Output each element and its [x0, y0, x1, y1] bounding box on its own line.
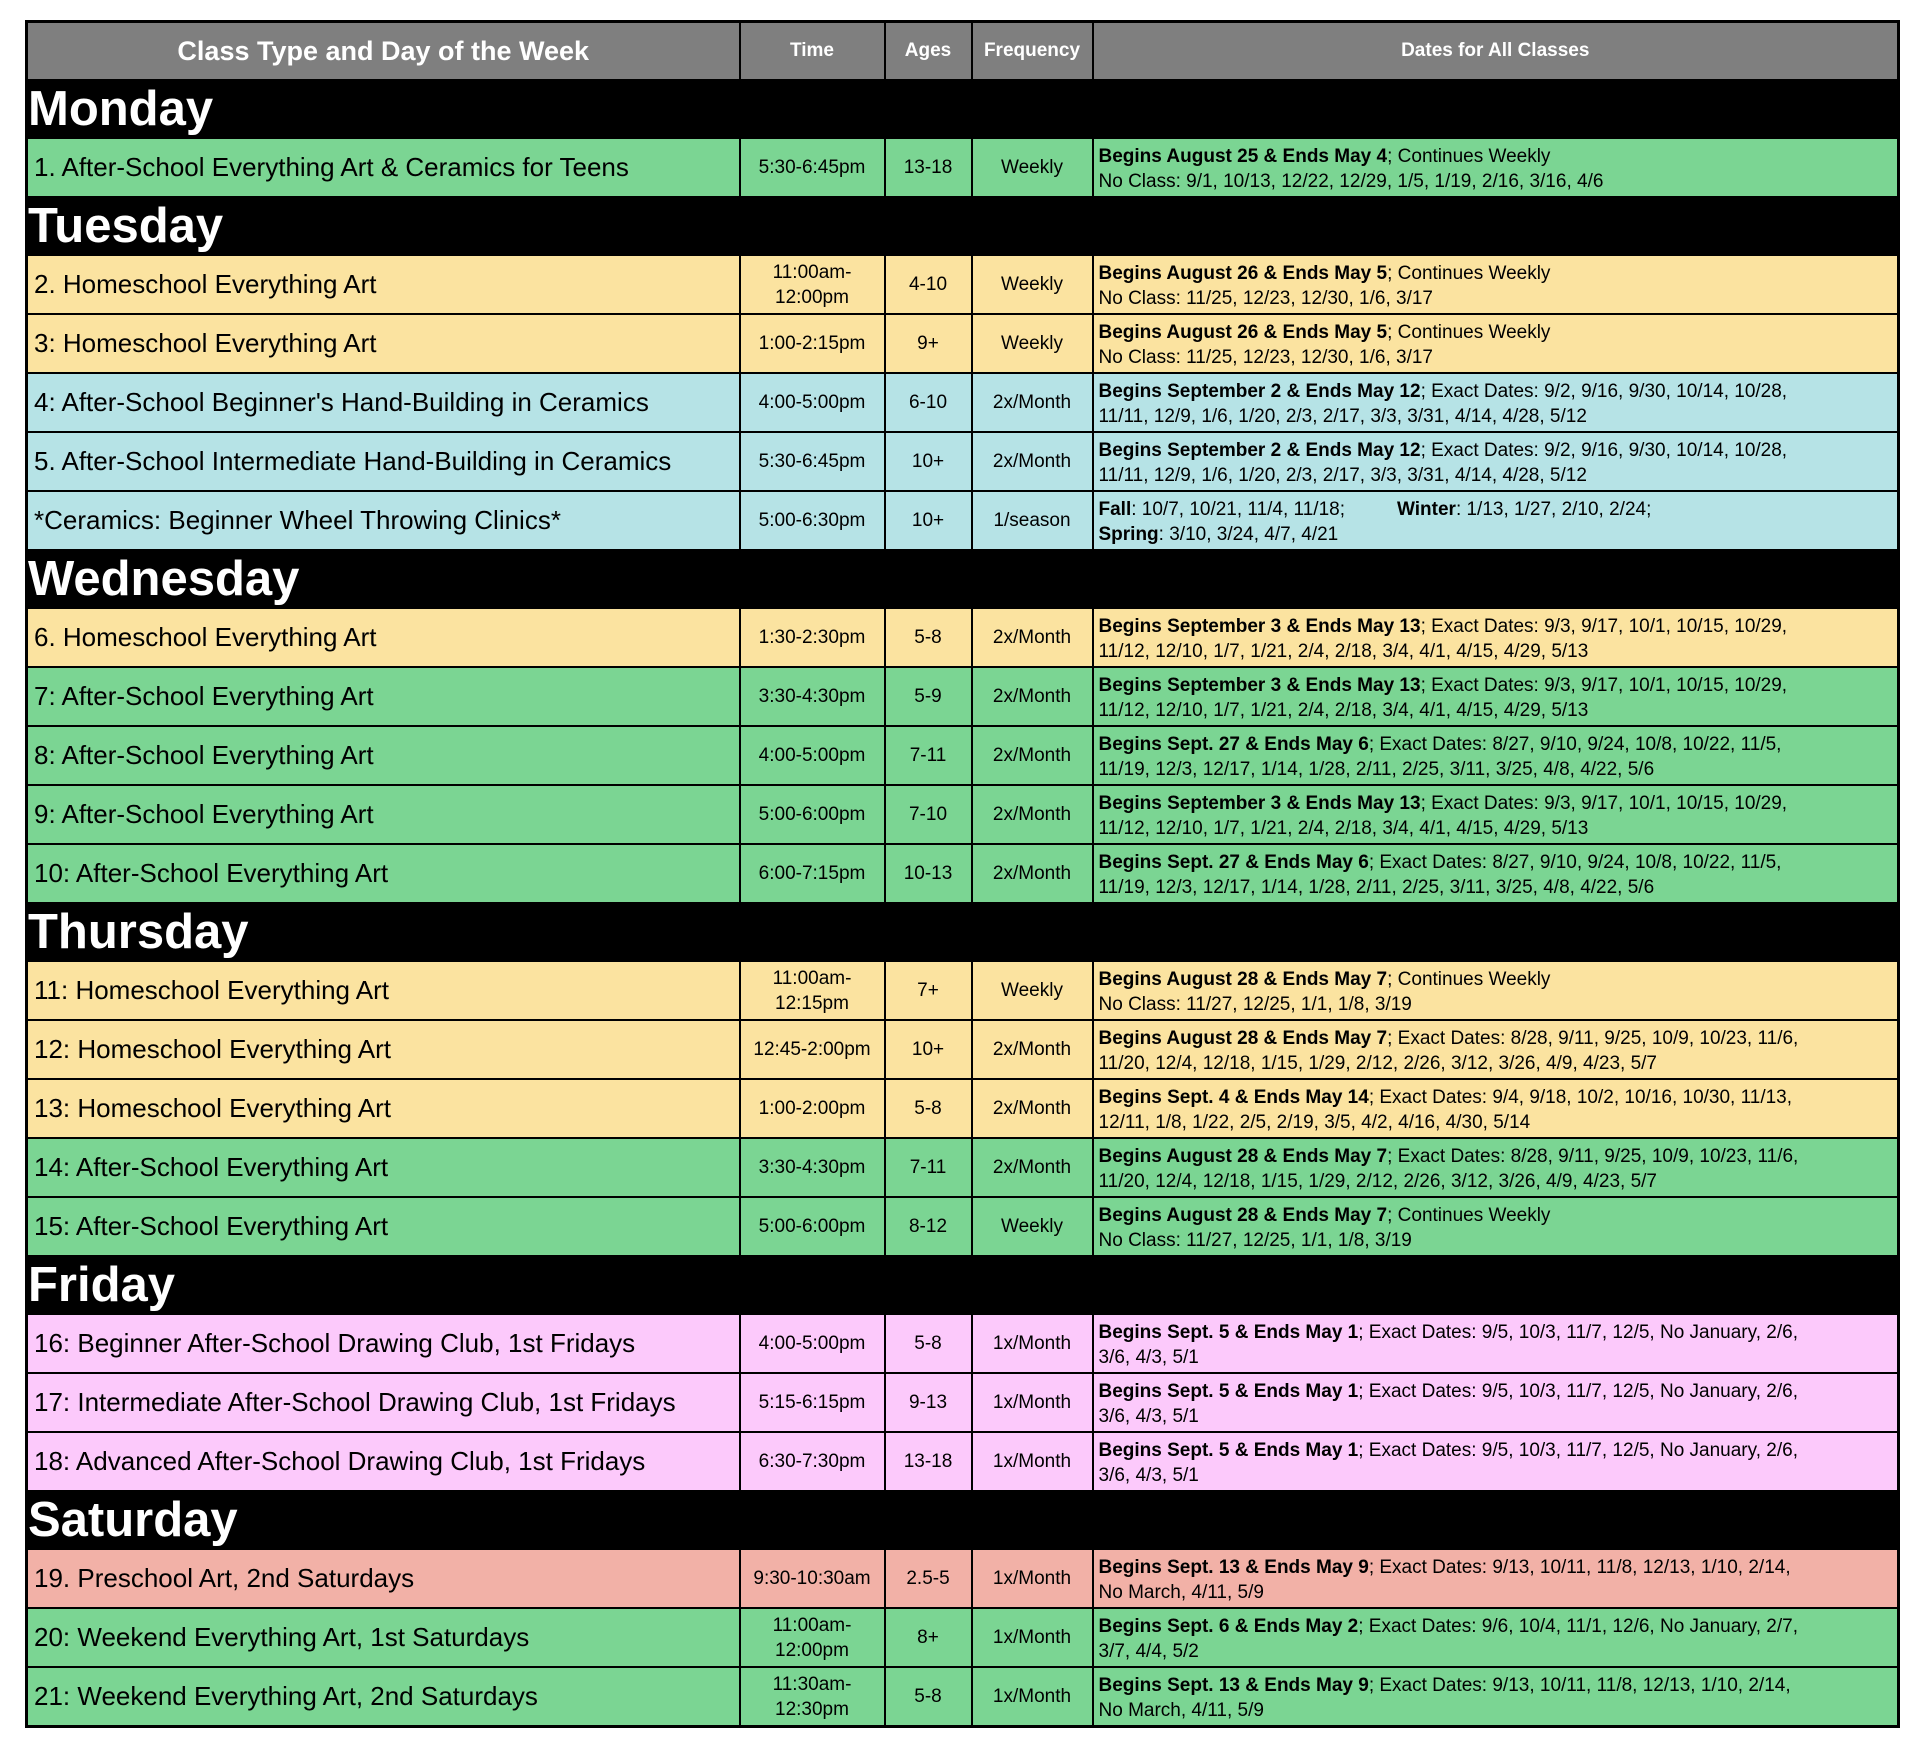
class-time: 11:00am- 12:00pm	[740, 255, 885, 314]
class-row	[27, 1667, 1899, 1727]
class-time: 1:30-2:30pm	[740, 608, 885, 667]
class-dates	[1093, 785, 1899, 844]
class-row	[27, 785, 1899, 844]
class-row	[27, 961, 1899, 1020]
dates-detail: ; Exact Dates: 9/3, 9/17, 10/1, 10/15, 10/29, 11/12, 12/10, 1/7, 1/21, 2/4, 2/18, 3/4, 4/1, 4/15, 4/29, 5/13	[1098, 674, 1788, 721]
dates-detail: ; Continues Weekly No Class: 11/25, 12/23, 12/30, 1/6, 3/17	[1098, 262, 1551, 309]
day-header-row	[27, 1491, 1899, 1549]
class-row	[27, 1549, 1899, 1608]
class-time: 6:00-7:15pm	[740, 844, 885, 903]
class-ages: 7+	[885, 961, 972, 1020]
class-row	[27, 608, 1899, 667]
class-name: 7: After-School Everything Art	[27, 667, 740, 726]
class-row	[27, 255, 1899, 314]
dates-range: Begins Sept. 5 & Ends May 1	[1098, 1439, 1359, 1461]
dates-range: Begins September 3 & Ends May 13	[1098, 674, 1421, 696]
class-name: 6. Homeschool Everything Art	[27, 608, 740, 667]
dates-range: Begins Sept. 27 & Ends May 6	[1098, 851, 1369, 873]
class-time: 5:15-6:15pm	[740, 1373, 885, 1432]
day-label: Thursday	[27, 903, 1899, 961]
class-name: 18: Advanced After-School Drawing Club, 1st Fridays	[27, 1432, 740, 1491]
dates-detail: ; Exact Dates: 8/28, 9/11, 9/25, 10/9, 10/23, 11/6, 11/20, 12/4, 12/18, 1/15, 1/29, 2/12, 2/26, 3/12, 3/26, 4/9, 4/23, 5/7	[1098, 1145, 1799, 1192]
class-ages: 10+	[885, 491, 972, 550]
class-dates	[1093, 844, 1899, 903]
class-frequency: 2x/Month	[972, 373, 1093, 432]
dates-range: Begins Sept. 5 & Ends May 1	[1098, 1380, 1359, 1402]
class-name: 1. After-School Everything Art & Ceramics for Teens	[27, 138, 740, 197]
class-ages: 7-11	[885, 726, 972, 785]
class-frequency: 1x/Month	[972, 1608, 1093, 1667]
dates-range: Begins September 3 & Ends May 13	[1098, 792, 1421, 814]
class-frequency: Weekly	[972, 138, 1093, 197]
class-row	[27, 1373, 1899, 1432]
class-name: 17: Intermediate After-School Drawing Club, 1st Fridays	[27, 1373, 740, 1432]
dates-detail: ; Exact Dates: 8/28, 9/11, 9/25, 10/9, 10/23, 11/6, 11/20, 12/4, 12/18, 1/15, 1/29, 2/12, 2/26, 3/12, 3/26, 4/9, 4/23, 5/7	[1098, 1027, 1799, 1074]
class-frequency: 2x/Month	[972, 785, 1093, 844]
class-row	[27, 1138, 1899, 1197]
class-frequency: Weekly	[972, 1197, 1093, 1256]
class-dates	[1093, 1079, 1899, 1138]
class-frequency: Weekly	[972, 255, 1093, 314]
class-row	[27, 1079, 1899, 1138]
day-header-row	[27, 550, 1899, 608]
dates-detail: ; Exact Dates: 9/2, 9/16, 9/30, 10/14, 10/28, 11/11, 12/9, 1/6, 1/20, 2/3, 2/17, 3/3, 3/31, 4/14, 4/28, 5/12	[1098, 439, 1788, 486]
class-row	[27, 1197, 1899, 1256]
class-dates	[1093, 608, 1899, 667]
dates-detail: ; Exact Dates: 9/5, 10/3, 11/7, 12/5, No January, 2/6, 3/6, 4/3, 5/1	[1098, 1439, 1798, 1486]
class-row	[27, 667, 1899, 726]
class-name: 12: Homeschool Everything Art	[27, 1020, 740, 1079]
class-ages: 13-18	[885, 138, 972, 197]
class-ages: 5-8	[885, 608, 972, 667]
class-ages: 6-10	[885, 373, 972, 432]
dates-detail: ; Exact Dates: 8/27, 9/10, 9/24, 10/8, 10/22, 11/5, 11/19, 12/3, 12/17, 1/14, 1/28, 2/11, 2/25, 3/11, 3/25, 4/8, 4/22, 5/6	[1098, 851, 1782, 898]
class-row	[27, 432, 1899, 491]
class-name: 15: After-School Everything Art	[27, 1197, 740, 1256]
class-time: 1:00-2:00pm	[740, 1079, 885, 1138]
class-time: 11:00am- 12:00pm	[740, 1608, 885, 1667]
season-spring-dates: : 3/10, 3/24, 4/7, 4/21	[1158, 523, 1339, 545]
dates-detail: ; Continues Weekly No Class: 11/25, 12/23, 12/30, 1/6, 3/17	[1098, 321, 1551, 368]
dates-range: Begins August 28 & Ends May 7	[1098, 1145, 1388, 1167]
dates-detail: ; Exact Dates: 8/27, 9/10, 9/24, 10/8, 10/22, 11/5, 11/19, 12/3, 12/17, 1/14, 1/28, 2/11, 2/25, 3/11, 3/25, 4/8, 4/22, 5/6	[1098, 733, 1782, 780]
class-time: 5:00-6:30pm	[740, 491, 885, 550]
header-dates: Dates for All Classes	[1093, 22, 1899, 81]
class-dates	[1093, 961, 1899, 1020]
class-ages: 4-10	[885, 255, 972, 314]
dates-range: Begins September 2 & Ends May 12	[1098, 439, 1421, 461]
day-label: Tuesday	[27, 197, 1899, 255]
class-name: 8: After-School Everything Art	[27, 726, 740, 785]
class-time: 4:00-5:00pm	[740, 1314, 885, 1373]
dates-range: Begins September 2 & Ends May 12	[1098, 380, 1421, 402]
class-time: 11:00am- 12:15pm	[740, 961, 885, 1020]
season-winter-label: Winter	[1396, 498, 1456, 520]
header-ages: Ages	[885, 22, 972, 81]
class-ages: 9-13	[885, 1373, 972, 1432]
dates-range: Begins September 3 & Ends May 13	[1098, 615, 1421, 637]
class-row	[27, 726, 1899, 785]
class-time: 1:00-2:15pm	[740, 314, 885, 373]
class-dates	[1093, 1197, 1899, 1256]
day-header-row	[27, 80, 1899, 138]
class-name: 13: Homeschool Everything Art	[27, 1079, 740, 1138]
dates-detail: ; Continues Weekly No Class: 11/27, 12/25, 1/1, 1/8, 3/19	[1098, 968, 1551, 1015]
class-row	[27, 373, 1899, 432]
class-frequency: 2x/Month	[972, 432, 1093, 491]
class-ages: 10+	[885, 432, 972, 491]
class-ages: 13-18	[885, 1432, 972, 1491]
class-ages: 5-9	[885, 667, 972, 726]
class-frequency: 1x/Month	[972, 1373, 1093, 1432]
class-name: *Ceramics: Beginner Wheel Throwing Clinics*	[27, 491, 740, 550]
class-ages: 7-11	[885, 1138, 972, 1197]
class-time: 9:30-10:30am	[740, 1549, 885, 1608]
class-dates	[1093, 1667, 1899, 1727]
dates-range: Begins August 25 & Ends May 4	[1098, 145, 1388, 167]
class-ages: 8-12	[885, 1197, 972, 1256]
class-dates	[1093, 491, 1899, 550]
class-time: 5:00-6:00pm	[740, 1197, 885, 1256]
day-header-row	[27, 197, 1899, 255]
class-frequency: 2x/Month	[972, 1079, 1093, 1138]
class-dates	[1093, 667, 1899, 726]
class-frequency: Weekly	[972, 314, 1093, 373]
class-dates	[1093, 1432, 1899, 1491]
dates-detail: ; Exact Dates: 9/6, 10/4, 11/1, 12/6, No January, 2/7, 3/7, 4/4, 5/2	[1098, 1615, 1798, 1662]
day-label: Monday	[27, 80, 1899, 138]
class-schedule-table	[25, 20, 1900, 1728]
dates-detail: ; Continues Weekly No Class: 11/27, 12/25, 1/1, 1/8, 3/19	[1098, 1204, 1551, 1251]
class-time: 3:30-4:30pm	[740, 1138, 885, 1197]
class-dates	[1093, 314, 1899, 373]
class-ages: 5-8	[885, 1079, 972, 1138]
class-dates	[1093, 726, 1899, 785]
class-frequency: 2x/Month	[972, 608, 1093, 667]
class-ages: 5-8	[885, 1667, 972, 1727]
class-row	[27, 138, 1899, 197]
class-name: 10: After-School Everything Art	[27, 844, 740, 903]
class-frequency: Weekly	[972, 961, 1093, 1020]
dates-detail: ; Exact Dates: 9/5, 10/3, 11/7, 12/5, No January, 2/6, 3/6, 4/3, 5/1	[1098, 1321, 1798, 1368]
day-header-row	[27, 903, 1899, 961]
schedule-body	[27, 80, 1899, 1727]
class-frequency: 2x/Month	[972, 726, 1093, 785]
class-frequency: 2x/Month	[972, 1020, 1093, 1079]
dates-detail: ; Exact Dates: 9/3, 9/17, 10/1, 10/15, 10/29, 11/12, 12/10, 1/7, 1/21, 2/4, 2/18, 3/4, 4/1, 4/15, 4/29, 5/13	[1098, 615, 1788, 662]
dates-range: Begins Sept. 13 & Ends May 9	[1098, 1556, 1369, 1578]
dates-range: Begins Sept. 27 & Ends May 6	[1098, 733, 1369, 755]
class-ages: 7-10	[885, 785, 972, 844]
class-dates	[1093, 1549, 1899, 1608]
day-label: Wednesday	[27, 550, 1899, 608]
class-row	[27, 1020, 1899, 1079]
class-name: 16: Beginner After-School Drawing Club, 1st Fridays	[27, 1314, 740, 1373]
dates-range: Begins Sept. 6 & Ends May 2	[1098, 1615, 1359, 1637]
class-dates	[1093, 373, 1899, 432]
day-label: Saturday	[27, 1491, 1899, 1549]
class-name: 21: Weekend Everything Art, 2nd Saturdays	[27, 1667, 740, 1727]
dates-detail: ; Exact Dates: 9/2, 9/16, 9/30, 10/14, 10/28, 11/11, 12/9, 1/6, 1/20, 2/3, 2/17, 3/3, 3/31, 4/14, 4/28, 5/12	[1098, 380, 1788, 427]
dates-range: Begins August 26 & Ends May 5	[1098, 321, 1388, 343]
class-ages: 10-13	[885, 844, 972, 903]
class-name: 5. After-School Intermediate Hand-Building in Ceramics	[27, 432, 740, 491]
season-fall-dates: : 10/7, 10/21, 11/4, 11/18;	[1131, 498, 1345, 520]
dates-range: Begins August 28 & Ends May 7	[1098, 1027, 1388, 1049]
class-ages: 5-8	[885, 1314, 972, 1373]
class-time: 6:30-7:30pm	[740, 1432, 885, 1491]
class-ages: 8+	[885, 1608, 972, 1667]
dates-detail: ; Exact Dates: 9/3, 9/17, 10/1, 10/15, 10/29, 11/12, 12/10, 1/7, 1/21, 2/4, 2/18, 3/4, 4/1, 4/15, 4/29, 5/13	[1098, 792, 1788, 839]
class-frequency: 1x/Month	[972, 1432, 1093, 1491]
dates-range: Begins August 28 & Ends May 7	[1098, 968, 1388, 990]
header-row	[27, 22, 1899, 81]
class-name: 19. Preschool Art, 2nd Saturdays	[27, 1549, 740, 1608]
dates-range: Begins Sept. 5 & Ends May 1	[1098, 1321, 1359, 1343]
day-header-row	[27, 1256, 1899, 1314]
class-name: 3: Homeschool Everything Art	[27, 314, 740, 373]
class-dates	[1093, 1020, 1899, 1079]
class-dates	[1093, 1138, 1899, 1197]
class-name: 4: After-School Beginner's Hand-Building in Ceramics	[27, 373, 740, 432]
class-frequency: 1x/Month	[972, 1549, 1093, 1608]
dates-range: Begins Sept. 4 & Ends May 14	[1098, 1086, 1369, 1108]
class-dates	[1093, 1373, 1899, 1432]
header-time: Time	[740, 22, 885, 81]
class-time: 12:45-2:00pm	[740, 1020, 885, 1079]
dates-range: Begins August 26 & Ends May 5	[1098, 262, 1388, 284]
class-name: 9: After-School Everything Art	[27, 785, 740, 844]
class-frequency: 1x/Month	[972, 1314, 1093, 1373]
class-time: 5:30-6:45pm	[740, 432, 885, 491]
class-name: 20: Weekend Everything Art, 1st Saturdays	[27, 1608, 740, 1667]
class-frequency: 2x/Month	[972, 667, 1093, 726]
class-row	[27, 1432, 1899, 1491]
dates-detail: ; Exact Dates: 9/4, 9/18, 10/2, 10/16, 10/30, 11/13, 12/11, 1/8, 1/22, 2/5, 2/19, 3/5, 4/2, 4/16, 4/30, 5/14	[1098, 1086, 1793, 1133]
class-row	[27, 1314, 1899, 1373]
class-row	[27, 1608, 1899, 1667]
season-winter-dates: : 1/13, 1/27, 2/10, 2/24;	[1455, 498, 1652, 520]
dates-range: Begins August 28 & Ends May 7	[1098, 1204, 1388, 1226]
class-dates	[1093, 1608, 1899, 1667]
class-dates	[1093, 1314, 1899, 1373]
season-spring-label: Spring	[1098, 523, 1159, 545]
class-time: 11:30am- 12:30pm	[740, 1667, 885, 1727]
class-row	[27, 491, 1899, 550]
class-dates	[1093, 432, 1899, 491]
class-time: 3:30-4:30pm	[740, 667, 885, 726]
header-frequency: Frequency	[972, 22, 1093, 81]
class-frequency: 2x/Month	[972, 844, 1093, 903]
dates-detail: ; Exact Dates: 9/13, 10/11, 11/8, 12/13, 1/10, 2/14, No March, 4/11, 5/9	[1098, 1674, 1791, 1721]
class-time: 5:00-6:00pm	[740, 785, 885, 844]
class-frequency: 1x/Month	[972, 1667, 1093, 1727]
class-name: 11: Homeschool Everything Art	[27, 961, 740, 1020]
day-label: Friday	[27, 1256, 1899, 1314]
dates-detail: ; Exact Dates: 9/13, 10/11, 11/8, 12/13, 1/10, 2/14, No March, 4/11, 5/9	[1098, 1556, 1791, 1603]
class-ages: 9+	[885, 314, 972, 373]
class-time: 4:00-5:00pm	[740, 373, 885, 432]
season-fall-label: Fall	[1098, 498, 1132, 520]
dates-range: Begins Sept. 13 & Ends May 9	[1098, 1674, 1369, 1696]
class-time: 5:30-6:45pm	[740, 138, 885, 197]
class-frequency: 2x/Month	[972, 1138, 1093, 1197]
dates-detail: ; Continues Weekly No Class: 9/1, 10/13, 12/22, 12/29, 1/5, 1/19, 2/16, 3/16, 4/6	[1098, 145, 1604, 192]
class-frequency: 1/season	[972, 491, 1093, 550]
class-ages: 2.5-5	[885, 1549, 972, 1608]
dates-detail: ; Exact Dates: 9/5, 10/3, 11/7, 12/5, No January, 2/6, 3/6, 4/3, 5/1	[1098, 1380, 1798, 1427]
class-ages: 10+	[885, 1020, 972, 1079]
class-name: 2. Homeschool Everything Art	[27, 255, 740, 314]
class-dates	[1093, 255, 1899, 314]
class-time: 4:00-5:00pm	[740, 726, 885, 785]
class-name: 14: After-School Everything Art	[27, 1138, 740, 1197]
class-row	[27, 844, 1899, 903]
class-row	[27, 314, 1899, 373]
class-dates	[1093, 138, 1899, 197]
header-class-type: Class Type and Day of the Week	[27, 22, 740, 81]
